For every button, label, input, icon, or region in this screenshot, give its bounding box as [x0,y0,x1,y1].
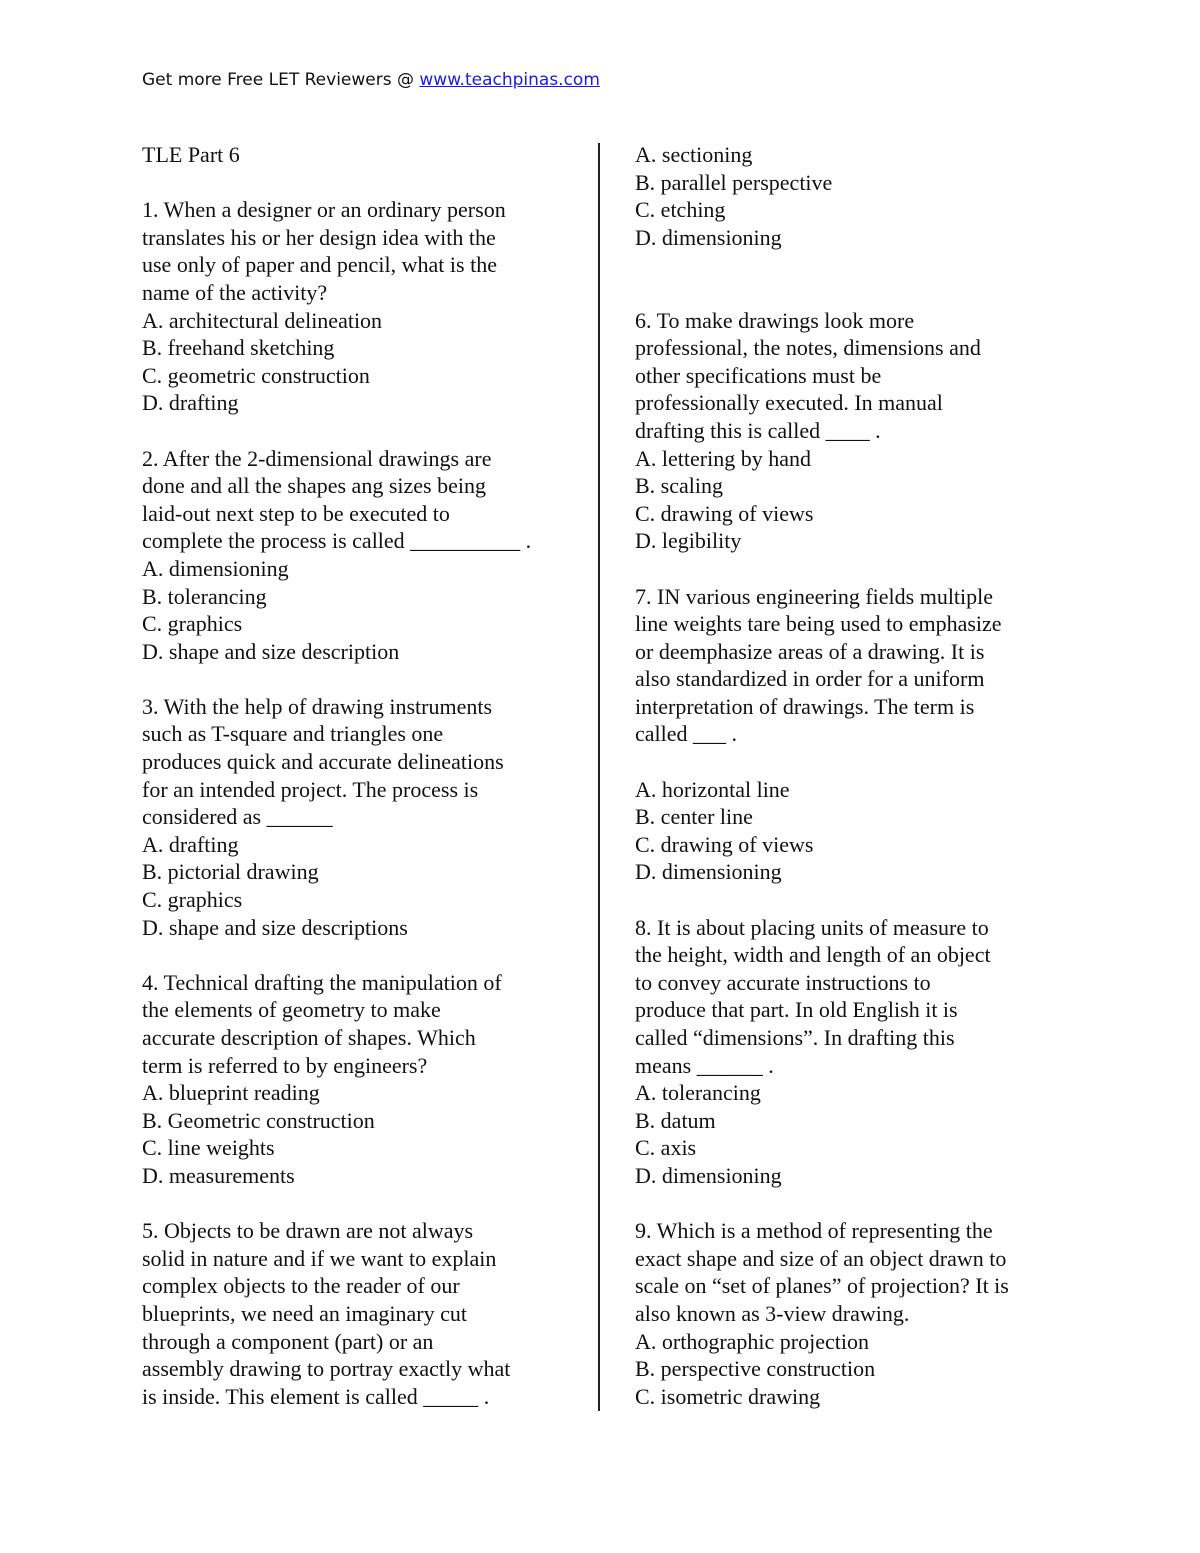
text-line: to convey accurate instructions to [635,969,931,995]
text-line: produces quick and accurate delineations [142,749,504,775]
text-line: solid in nature and if we want to explain [142,1245,497,1271]
text-line: produce that part. In old English it is [635,997,958,1023]
text-line: B. Geometric construction [142,1107,375,1133]
text-line: A. lettering by hand [635,445,811,471]
text-line: other specifications must be [635,362,882,388]
text-line: interpretation of drawings. The term is [635,693,975,719]
text-line: considered as ______ [142,804,333,830]
text-line: A. tolerancing [635,1080,761,1106]
blank-line [635,886,1085,914]
text-line: 8. It is about placing units of measure to [635,914,989,940]
text-line: D. dimensioning [635,1162,782,1188]
text-line: B. parallel perspective [635,169,833,195]
text-line: also known as 3-view drawing. [635,1300,910,1326]
text-line: A. sectioning [635,142,753,167]
blank-line [635,555,1085,583]
text-line: professionally executed. In manual [635,390,943,416]
text-line: 4. Technical drafting the manipulation of [142,969,502,995]
text-line: laid-out next step to be executed to [142,500,450,526]
text-line: 5. Objects to be drawn are not always [142,1218,474,1244]
text-line: C. drawing of views [635,500,814,526]
text-line: B. tolerancing [142,583,267,609]
text-line: called ___ . [635,721,738,747]
text-line: B. datum [635,1107,716,1133]
text-line: 2. After the 2-dimensional drawings are [142,445,492,471]
text-line: 3. With the help of drawing instruments [142,693,493,719]
text-line: B. perspective construction [635,1356,876,1382]
text-line: also standardized in order for a uniform [635,666,985,692]
text-line: means ______ . [635,1052,774,1078]
text-line: B. pictorial drawing [142,859,319,885]
text-line: B. freehand sketching [142,335,335,361]
column-divider [598,143,600,1411]
blank-line [142,417,592,445]
right-column [635,141,1085,1410]
page-header [142,70,600,90]
text-line: is inside. This element is called _____ . [142,1383,490,1409]
text-line: exact shape and size of an object drawn to [635,1245,1007,1271]
text-line: D. dimensioning [635,859,782,885]
text-line: the height, width and length of an object [635,942,991,968]
blank-line [142,169,592,197]
text-line: C. geometric construction [142,362,370,388]
text-line: A. dimensioning [142,555,289,581]
blank-line [635,279,1085,307]
text-line: A. blueprint reading [142,1080,320,1106]
text-line: B. center line [635,804,753,830]
text-line: the elements of geometry to make [142,997,441,1023]
text-line: C. line weights [142,1135,275,1161]
text-line: such as T-square and triangles one [142,721,444,747]
text-line: 6. To make drawings look more [635,307,915,333]
text-line: D. drafting [142,390,239,416]
blank-line [635,251,1085,279]
text-line: B. scaling [635,473,723,499]
blank-line [142,665,592,693]
text-line: A. drafting [142,831,239,857]
text-line: for an intended project. The process is [142,776,479,802]
text-line: C. drawing of views [635,831,814,857]
left-column [142,141,592,1410]
text-line: accurate description of shapes. Which [142,1025,476,1050]
blank-line [142,941,592,969]
text-line: A. architectural delineation [142,307,383,333]
blank-line [635,748,1085,776]
text-line: assembly drawing to portray exactly what [142,1356,511,1382]
text-line: through a component (part) or an [142,1328,434,1354]
text-line: blueprints, we need an imaginary cut [142,1300,468,1326]
text-line: complex objects to the reader of our [142,1273,460,1299]
text-line: or deemphasize areas of a drawing. It is [635,638,985,664]
blank-line [635,1190,1085,1218]
text-line: done and all the shapes ang sizes being [142,473,486,499]
text-line: D. shape and size description [142,638,400,664]
text-line: name of the activity? [142,279,328,305]
text-line: drafting this is called ____ . [635,417,881,443]
text-line: use only of paper and pencil, what is the [142,252,497,278]
text-line: line weights tare being used to emphasize [635,611,1002,637]
text-line: professional, the notes, dimensions and [635,335,981,361]
text-line: C. graphics [142,611,243,637]
text-line: TLE Part 6 [142,142,240,167]
text-line: 9. Which is a method of representing the [635,1218,993,1244]
text-line: C. axis [635,1135,697,1161]
header-text: Get more Free LET Reviewers @ [142,70,420,90]
text-line: A. horizontal line [635,776,790,802]
text-line: D. shape and size descriptions [142,914,408,940]
text-line: term is referred to by engineers? [142,1052,428,1078]
header-link[interactable]: www.teachpinas.com [419,70,600,90]
text-line: C. isometric drawing [635,1383,821,1409]
text-line: called “dimensions”. In drafting this [635,1025,955,1050]
text-line: C. graphics [142,887,243,913]
text-line: 1. When a designer or an ordinary person [142,197,506,223]
text-line: translates his or her design idea with the [142,224,496,250]
text-line: C. etching [635,197,726,223]
text-line: D. dimensioning [635,224,782,250]
text-line: A. orthographic projection [635,1328,869,1354]
blank-line [142,1190,592,1218]
text-line: complete the process is called __________ . [142,528,532,554]
text-line: 7. IN various engineering fields multiple [635,583,994,609]
text-line: D. measurements [142,1162,295,1188]
text-line: D. legibility [635,528,742,554]
text-line: scale on “set of planes” of projection? It is [635,1273,1009,1299]
